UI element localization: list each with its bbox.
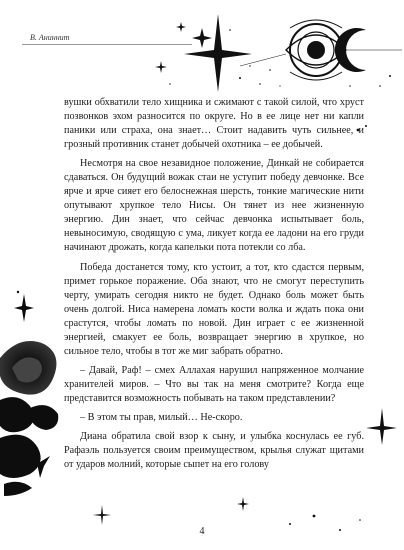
- star-icon: [176, 22, 186, 32]
- star-icon: [14, 294, 34, 322]
- paragraph: Несмотря на свое незавидное положение, Динкай не собирается сдаваться. Он будущий вожак стаи не уступит победу девчонке. Все ярче и ярче сияет его белоснежная шерсть, тонкие магические нити опутывают хрупкое тело Нисы. Он тянет из нее жизненную энергию. Дин знает, что сейчас девчонка испытывает боль, невыносимую, сводящую с ума, ликует когда ее ладони на его груди начинают дрожать, когда капельки пота потекли со лба.: [64, 158, 364, 254]
- paragraph: вушки обхватили тело хищника и сжимают с такой силой, что хруст позвонков эхом разносится по округе. Но в ее лице нет ни капли паники или страха, она знает… Стоит надавить чуть сильнее, и грозный противник станет добычей охотника – ее добычей.: [64, 97, 364, 151]
- paragraph: Победа достанется тому, кто устоит, а тот, кто сдастся первым, примет горькое поражение. Оба знают, что не смогут переступить черту, умирать сегодня никто не будет. Однако боль может быть очень долгой. Ниса намерена ломать кости волка и ждать пока они срастутся, чтобы ломать по новой. Дин играет с ее жизненной энергией, смакует ее боль, возвращает энергию в хрупкое, но сильное тело, чтобы в тот же миг забрать обратно.: [64, 261, 364, 357]
- star-icon: [362, 406, 398, 446]
- page-number: 4: [199, 526, 205, 537]
- paragraph: Диана обратила свой взор к сыну, и улыбка коснулась ее губ. Рафаэль пользуется своим преимуществом, крылья служат щитами от ударов молний, которые сыпет на его голову: [64, 431, 364, 471]
- star-icon: [236, 496, 250, 512]
- star-icon: [184, 14, 252, 92]
- paragraph: – Давай, Раф! – смех Аллахая нарушил напряженное молчание хранителей миров. – Что вы так на меня смотрите? Когда еще представится возможность побывать на таком представлении?: [64, 364, 364, 404]
- body-text: [64, 96, 364, 477]
- star-icon: [192, 28, 212, 48]
- paragraph: – В этом ты прав, милый… Не-скоро.: [80, 411, 243, 423]
- star-icon: [92, 504, 112, 526]
- running-header-author: В. Аниннит: [30, 33, 70, 42]
- star-icon: [155, 61, 167, 73]
- rose-illustration: [0, 288, 64, 498]
- celestial-ornament: [140, 6, 404, 94]
